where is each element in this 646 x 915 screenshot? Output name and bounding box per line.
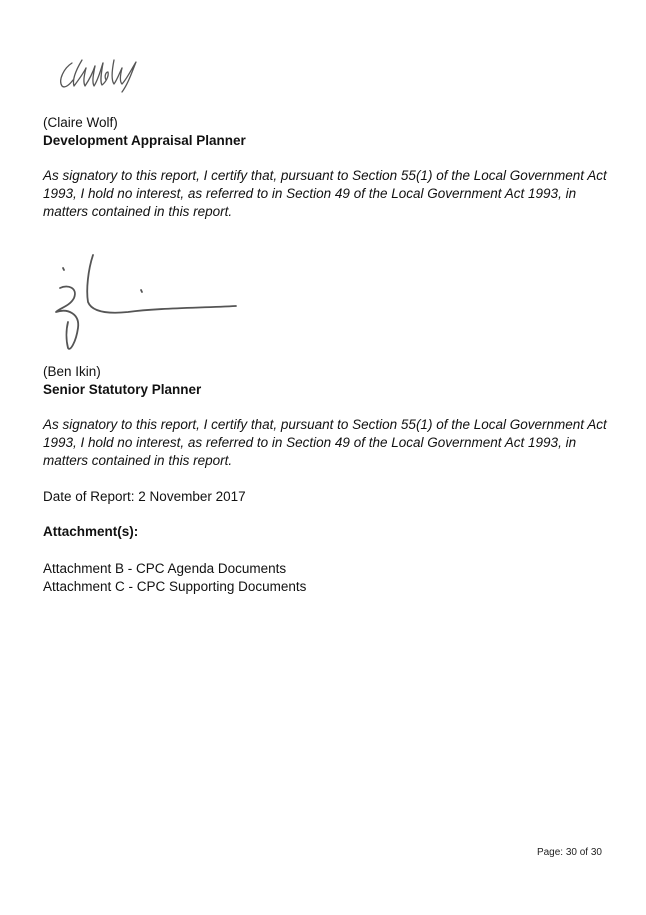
signatory-1-title: Development Appraisal Planner <box>43 133 246 148</box>
signatory-2-name: (Ben Ikin) <box>43 364 101 379</box>
attachment-item: Attachment B - CPC Agenda Documents <box>43 561 287 576</box>
attachments-heading: Attachment(s): <box>43 524 139 539</box>
report-date: Date of Report: 2 November 2017 <box>43 489 246 504</box>
signature-claire-wolf <box>56 54 146 94</box>
page-number: Page: 30 of 30 <box>536 847 602 858</box>
signatory-1-name: (Claire Wolf) <box>43 115 118 130</box>
signatory-2-declaration: As signatory to this report, I certify that, pursuant to Section 55(1) of the Local Government Act 1993, I hold no interest, as referred to in Section 49 of the Local Government Act 1993, in matters contained in this report. <box>43 417 607 468</box>
signature-ben-ikin <box>48 250 243 360</box>
signatory-2-title: Senior Statutory Planner <box>43 382 202 397</box>
attachment-item: Attachment C - CPC Supporting Documents <box>43 579 307 594</box>
signatory-1-declaration: As signatory to this report, I certify that, pursuant to Section 55(1) of the Local Government Act 1993, I hold no interest, as referred to in Section 49 of the Local Government Act 1993, in matters contained in this report. <box>43 168 607 219</box>
